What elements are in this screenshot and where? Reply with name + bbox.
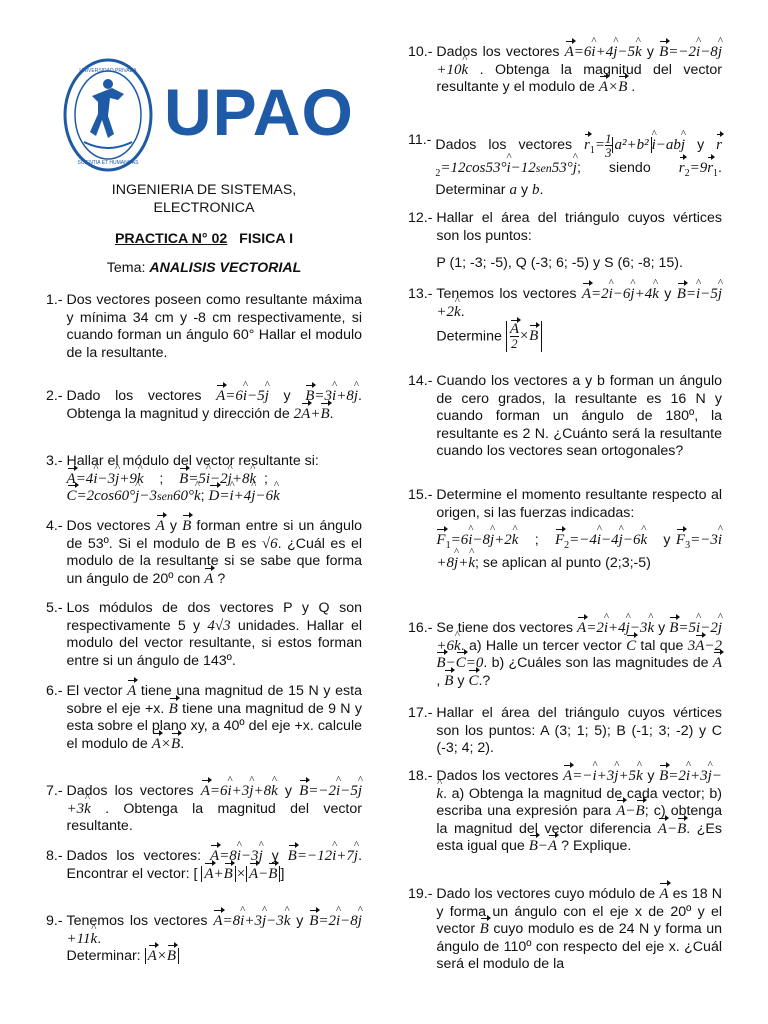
- problem-number: 13.-: [408, 286, 433, 302]
- practice-title: [46, 231, 362, 249]
- problem-number: 3.-: [46, 453, 63, 469]
- problem-text: Cuando los vectores a y b forman un ángulo de cero grados, la resultante es 16 N y cuando forman un ángulo de 180º, la resultante es 2 N. ¿Cuánto será la resultante cuando los vectores sean ortogonales?: [436, 373, 722, 460]
- problem-text: Tenemos los vectores: [66, 913, 208, 929]
- problem-2: 2.- Dado los vectores A=6^ i−5^ j y B=3^ i+8^ j. Obtenga la magnitud y dirección de 2A+B.: [46, 388, 362, 423]
- problem-number: 14.-: [408, 373, 433, 389]
- problem-text: ; se aplican al punto (2;3;-5): [475, 554, 651, 571]
- problem-number: 12.-: [408, 210, 433, 226]
- problem-text: . Encontrar el vector: [: [66, 848, 363, 882]
- problem-number: 6.-: [46, 683, 63, 699]
- problem-text: . Obtenga la magnitud del vector resultante.: [66, 800, 362, 835]
- faculty-line-2: ELECTRONICA: [153, 199, 255, 216]
- problem-text: y: [658, 620, 666, 636]
- problem-text: y: [283, 388, 291, 404]
- problem-text: El vector: [66, 683, 123, 699]
- problem-number: 4.-: [46, 518, 63, 534]
- problem-text: y: [169, 518, 177, 534]
- problem-text: Se tiene dos vectores: [436, 620, 574, 636]
- problem-text: y: [296, 913, 304, 929]
- problem-13: 13.- Tenemos los vectores A=2^ i−6^ j+4^ k y B=^ i−5^ j+2^ k. Determine $\frac{A}{2}$ ×B: [408, 286, 722, 352]
- problem-number: 19.-: [408, 886, 433, 902]
- problem-number: 5.-: [46, 600, 63, 616]
- problem-points: P (1; -3; -5), Q (-3; 6; -5) y S (6; -8; 15).: [436, 255, 683, 272]
- problem-text: Dado los vectores cuyo módulo de: [436, 886, 656, 902]
- problem-number: 10.-: [408, 44, 433, 60]
- problem-text: ; siendo: [576, 159, 651, 176]
- problem-number: 16.-: [408, 620, 433, 636]
- problem-text: y: [647, 768, 655, 784]
- topic-line: [46, 260, 362, 278]
- problem-17: [408, 705, 722, 758]
- problem-number: 2.-: [46, 388, 63, 404]
- logo-wordmark: UPAO: [164, 75, 354, 149]
- problem-text: y: [697, 136, 705, 153]
- problem-text: ? Explique.: [561, 838, 632, 855]
- problem-1: [46, 292, 362, 362]
- problem-number: 15.-: [408, 487, 433, 503]
- svg-text:UNIVERSIDAD PRIVADA: UNIVERSIDAD PRIVADA: [79, 68, 137, 74]
- problem-text: . ¿Cuál es el modulo de la resultante si se sabe que forma un ángulo de 20º con: [66, 535, 362, 587]
- problem-11: 11.- Dados los vectores $r_1=$ $\frac{1}{3}$ a²+b²^ i−ab^ j y $r_2=12\cos 53^\circ\^{}$ i−12sen53°^ j; siendo $r_2=9r_1$. Determinar a y b.: [408, 132, 722, 200]
- problem-text: Dados los vectores: [436, 44, 560, 60]
- problem-16: 16.- Se tiene dos vectores A=2^ i+4^ j−3^ k y B=5^ i−2^ j+6^ k. a) Halle un tercer vector C tal que 3A−2B−C=0. b) ¿Cuáles son las magnitudes de A , B y C.?: [408, 620, 722, 690]
- problem-text: y: [284, 783, 292, 799]
- problem-number: 7.-: [46, 783, 63, 799]
- problem-text: Dados los vectores: [66, 783, 194, 799]
- problem-10: 10.- Dados los vectores A=6^ i+4^ j−5^ k y B=−2^ i−8^ j+10^ k . Obtenga la magnitud del vector resultante y el modulo de A×B .: [408, 44, 722, 97]
- problem-text: . Determinar: [435, 159, 722, 199]
- problem-text: tal que: [640, 637, 684, 654]
- problem-text: ?: [217, 570, 226, 587]
- problem-text: . Obtenga la magnitud y dirección de: [66, 388, 362, 422]
- problem-text: y: [520, 182, 529, 199]
- problem-19: 19.- Dado los vectores cuyo módulo de A es 18 N y forma un ángulo con el eje x de 20º y el vector B cuyo modulo es de 24 N y forma un ángulo de 110º con respecto del eje x. ¿Cuál será el modulo de la: [408, 886, 723, 973]
- problem-number: 9.-: [46, 913, 63, 929]
- problem-text: Determine el momento resultante respecto al origen, si las fuerzas indicadas:: [436, 487, 722, 521]
- problem-text: y: [664, 286, 672, 302]
- course-name: FISICA I: [239, 231, 294, 247]
- problem-8: 8.- Dados los vectores: A=8^ i−3^ j y B=−12^ i+7^ j. Encontrar el vector: [ A+B × A−B ]: [46, 848, 362, 883]
- problem-number: 11.-: [408, 132, 432, 148]
- problem-6: 6.- El vector A tiene una magnitud de 15 N y esta sobre el eje +x. B tiene una magnitud de 9 N y esta sobre el plano xy, a 40º del eje +x. calcule el modulo de A×B.: [46, 683, 362, 752]
- problem-text: a) Halle un tercer vector: [468, 637, 622, 654]
- svg-text:SCIENTIA ET HUMANITAS: SCIENTIA ET HUMANITAS: [77, 160, 139, 166]
- problem-number: 18.-: [408, 768, 433, 784]
- problem-text: Dados los vectores:: [66, 848, 202, 864]
- problem-text: . Obtenga la magnitud del vector resultante y el modulo de: [436, 61, 722, 96]
- problem-text: a) Obtenga la magnitud de cada vector; b) escriba una expresión para: [436, 785, 722, 820]
- problem-text: Dos vectores: [66, 518, 151, 534]
- problem-text: cuyo modulo es de 24 N y forma un ángulo de 110º con respecto del eje x. ¿Cuál será el modulo de la: [436, 921, 723, 973]
- problem-text: Dos vectores poseen como resultante máxima y mínima 34 cm y -8 cm respectivamente, si cuando forman un ángulo 60° Hallar el modulo de la resultante.: [66, 292, 362, 361]
- problem-text: . ¿Es esta igual que: [436, 820, 722, 855]
- problem-3: 3.- Hallar el módulo del vector resultante si: A=4^ i−3^ j+9^ k ; B=5^ i−2^ j+8^ k ; C=2cos60°^ j−3sen60°^ k; D=^ i+4^ j−6^ k: [46, 453, 362, 506]
- problem-text: es 18 N y forma un ángulo con el eje x de 20º y el vector: [436, 886, 722, 938]
- problem-number: 17.-: [408, 705, 433, 721]
- upao-logo: [62, 58, 352, 172]
- problem-text: Hallar el área del triángulo cuyos vértices son los puntos: A (3; 1; 5); B (-1; 3; -2) y C (-3; 4; 2).: [436, 705, 722, 757]
- problem-5: 5.- Los módulos de dos vectores P y Q son respectivamente 5 y 4√3 unidades. Hallar el modulo del vector resultante, si estos forman entre si un ángulo de 143º.: [46, 600, 363, 669]
- problem-text: Hallar el módulo del vector resultante si:: [66, 453, 319, 469]
- problem-4: 4.- Dos vectores A y B forman entre si un ángulo de 53º. Si el modulo de B es √6. ¿Cuál es el modulo de la resultante si se sabe que forma un ángulo de 20º con A ?: [46, 518, 362, 587]
- faculty-line-1: INGENIERIA DE SISTEMAS,: [111, 182, 297, 198]
- problem-text: Tenemos los vectores: [436, 286, 577, 302]
- problem-14: [408, 373, 722, 461]
- problem-text: Dados los vectores: [436, 768, 559, 784]
- problem-text: tiene una magnitud de 15 N y esta sobre el eje +x.: [66, 683, 362, 717]
- problem-12: [408, 210, 722, 273]
- problem-7: 7.- Dados los vectores A=6^ i+3^ j+8^ k y B=−2^ i−5^ j+3^ k . Obtenga la magnitud del vector resultante.: [46, 783, 362, 836]
- problem-15: 15.- Determine el momento resultante respecto al origen, si las fuerzas indicadas: $F_1=6\^{}$ i−8^ j+2^ k ; $F_2=-4\^{}$ i−4^ j−6^ k y $F_3=-3\^{}$ i+8^ j+^ k; se aplican al punto (2;3;-5): [408, 487, 722, 572]
- problem-text: tiene una magnitud de 9 N y esta sobre el plano xy, a 40º del eje +x. calcule el modulo de: [66, 700, 362, 752]
- problem-number: 8.-: [46, 848, 63, 864]
- problem-text: y: [646, 44, 654, 60]
- problem-text: forman entre si un ángulo de 53º. Si el modulo de B es: [66, 518, 362, 552]
- problem-text: y: [271, 848, 279, 864]
- practice-number: PRACTICA N° 02: [114, 231, 228, 247]
- problem-text: Dado los vectores: [66, 388, 202, 404]
- problem-9: 9.- Tenemos los vectores A=8^ i+3^ j−3^ k y B=2^ i−8^ j+11^ k. Determinar: A×B: [46, 913, 362, 966]
- problem-text: Determine: [436, 328, 502, 345]
- problem-18: 18.- Dados los vectores A=−^ i+3^ j+5^ k y B=2^ i+3^ j−^ k. a) Obtenga la magnitud de cada vector; b) escriba una expresión para A−B; c) obtenga la magnitud del vector diferencia A−B. ¿Es esta igual que B−A ? Explique.: [408, 768, 722, 856]
- problem-text: ; c) obtenga la magnitud del vector diferencia: [436, 803, 722, 837]
- problem-text: Dados los vectores: [435, 136, 573, 153]
- problem-text: Los módulos de dos vectores P y Q son respectivamente 5 y: [66, 600, 362, 634]
- problem-text: unidades. Hallar el modulo del vector resultante, si estos forman entre si un ángulo de 143º.: [66, 617, 363, 669]
- problem-number: 1.-: [46, 292, 63, 308]
- faculty-heading: [46, 182, 362, 217]
- problem-text: Hallar el área del triángulo cuyos vértices son los puntos:: [436, 210, 722, 244]
- problem-text: b) ¿Cuáles son las magnitudes de: [491, 655, 709, 672]
- topic-name: ANALISIS VECTORIAL: [149, 260, 302, 276]
- problem-text: Determinar:: [66, 948, 141, 965]
- problem-text: .?: [478, 672, 491, 689]
- problem-text: y: [663, 532, 671, 549]
- topic-label: Tema:: [106, 260, 146, 276]
